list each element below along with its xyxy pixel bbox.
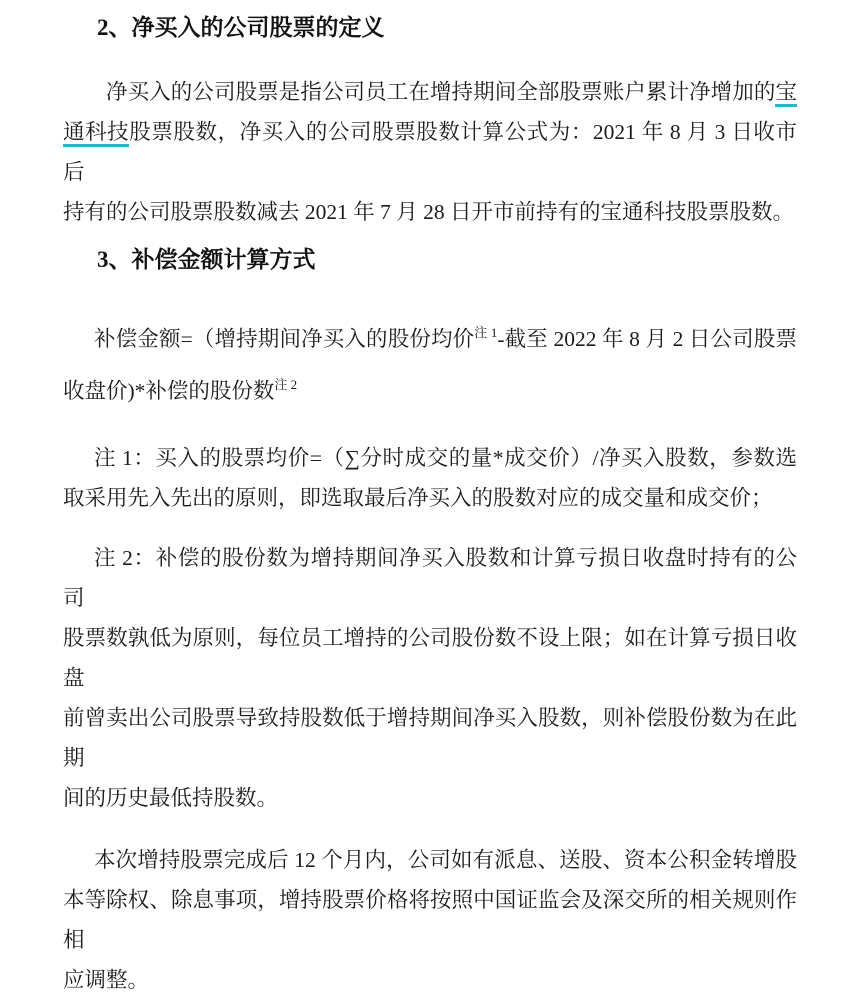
text-line bbox=[63, 880, 797, 960]
paragraph-text: 本等除权、除息事项，增持股票价格将按照中国证监会及深交所的相关规则作相 bbox=[63, 888, 797, 952]
section-heading-compensation-calculation: 3、补偿金额计算方式 bbox=[97, 247, 316, 272]
paragraph-text: 本次增持股票完成后 12 个月内，公司如有派息、送股、资本公积金转增股 bbox=[94, 848, 797, 872]
footnote-text: 注 2：补偿的股份数为增持期间净买入股数和计算亏损日收盘时持有的公司 bbox=[63, 546, 797, 610]
footnote-ref-1: 注 1 bbox=[474, 325, 498, 340]
footnote-text: 间的历史最低持股数。 bbox=[63, 786, 279, 810]
footnote-text: 股票数孰低为原则，每位员工增持的公司股份数不设上限；如在计算亏损日收盘 bbox=[63, 626, 797, 690]
text-line bbox=[63, 960, 797, 1000]
text-line bbox=[63, 72, 797, 112]
formula-text: 收盘价)*补偿的股份数 bbox=[63, 379, 275, 403]
footnote-2 bbox=[63, 538, 797, 818]
footnote-ref-2: 注 2 bbox=[274, 377, 298, 392]
formula-text: -截至 2022 年 8 月 2 日公司股票 bbox=[497, 327, 797, 351]
footnote-1 bbox=[63, 438, 797, 518]
text-line bbox=[63, 478, 797, 518]
text-line bbox=[63, 618, 797, 698]
text-line bbox=[63, 112, 797, 192]
text-line bbox=[63, 438, 797, 478]
paragraph-text: 持有的公司股票股数减去 2021 年 7 月 28 日开市前持有的宝通科技股票股数。 bbox=[63, 200, 795, 224]
formula-line bbox=[63, 362, 797, 414]
paragraph-net-purchase-definition bbox=[63, 72, 797, 232]
footnote-text: 注 1：买入的股票均价=（∑分时成交的量*成交价）/净买入股数，参数选 bbox=[94, 446, 797, 470]
paragraph-text: 应调整。 bbox=[63, 968, 150, 992]
paragraph-text: 股票股数，净买入的公司股票股数计算公式为：2021 年 8 月 3 日收市后 bbox=[63, 120, 797, 184]
footnote-text: 取采用先入先出的原则，即选取最后净买入的股数对应的成交量和成交价； bbox=[63, 486, 773, 510]
section-heading-net-purchase-definition: 2、净买入的公司股票的定义 bbox=[97, 15, 385, 40]
text-line bbox=[63, 538, 797, 618]
text-line bbox=[63, 840, 797, 880]
footnote-text: 前曾卖出公司股票导致持股数低于增持期间净买入股数，则补偿股份数为在此期 bbox=[63, 706, 797, 770]
paragraph-text: 净买入的公司股票是指公司员工在增持期间全部股票账户累计净增加的 bbox=[106, 80, 776, 104]
text-line bbox=[63, 778, 797, 818]
formula-text: 补偿金额=（增持期间净买入的股份均价 bbox=[94, 327, 475, 351]
compensation-formula bbox=[63, 310, 797, 414]
formula-line bbox=[63, 310, 797, 362]
text-line bbox=[63, 192, 797, 232]
baotong-tech-link[interactable]: 宝 bbox=[775, 80, 797, 107]
text-line bbox=[63, 698, 797, 778]
paragraph-adjustment bbox=[63, 840, 797, 1000]
baotong-tech-link[interactable]: 通科技 bbox=[63, 120, 129, 147]
